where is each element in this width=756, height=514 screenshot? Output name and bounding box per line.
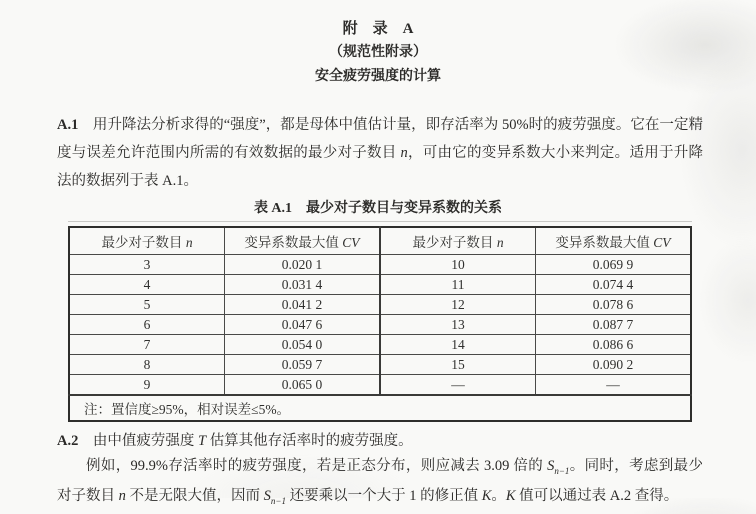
- table-cell: 5: [69, 295, 225, 315]
- table-cell: 9: [69, 375, 225, 396]
- appendix-title: 附 录 A: [342, 21, 414, 37]
- table-cell: 0.087 7: [536, 315, 692, 335]
- table-cell: 0.069 9: [536, 255, 692, 275]
- table-cell: 15: [380, 355, 536, 375]
- table-cell: 0.059 7: [225, 355, 381, 375]
- table-cell: 10: [380, 255, 536, 275]
- header-cell-cv-right: 变异系数最大值 CV: [536, 227, 692, 255]
- table-cell: 12: [380, 295, 536, 315]
- table-cell: —: [536, 375, 692, 396]
- table-row: [69, 355, 691, 375]
- table-row: [69, 335, 691, 355]
- table-cell: 11: [380, 275, 536, 295]
- table-cell: 0.054 0: [225, 335, 381, 355]
- paragraph-a1: A.1 用升降法分析求得的“强度”，都是母体中值估计量，即存活率为 50%时的疲劳强度。它在一定精度与误差允许范围内所需的有效数据的最少对子数目 n，可由它的变异系数大小来判定。适用于升降法的数据列于表 A.1。: [57, 117, 704, 189]
- paragraph-a2-intro: A.2 由中值疲劳强度 T 估算其他存活率时的疲劳强度。: [57, 433, 413, 449]
- table-body: [69, 255, 691, 396]
- table-row: [69, 295, 691, 315]
- table-row: [69, 255, 691, 275]
- table-cell: 8: [69, 355, 225, 375]
- table-cell: 14: [380, 335, 536, 355]
- table-row: [69, 315, 691, 335]
- header-cell-n-left: 最少对子数目 n: [69, 227, 225, 255]
- scan-ghost-line: [68, 221, 692, 222]
- appendix-subject: 安全疲劳强度的计算: [315, 69, 441, 84]
- table-cell: 0.074 4: [536, 275, 692, 295]
- table-header-row: [69, 227, 691, 255]
- table-row: [69, 275, 691, 295]
- table-cell: 7: [69, 335, 225, 355]
- paragraph-a2: [57, 429, 703, 514]
- table-cell: 4: [69, 275, 225, 295]
- table-cell: 13: [380, 315, 536, 335]
- table-header: [69, 227, 691, 255]
- table-cell: 3: [69, 255, 225, 275]
- header-cell-n-right: 最少对子数目 n: [380, 227, 536, 255]
- appendix-type: （规范性附录）: [329, 45, 427, 60]
- table-cell: —: [380, 375, 536, 396]
- table-row: [69, 375, 691, 396]
- table-cell: 0.086 6: [536, 335, 692, 355]
- table-cell: 6: [69, 315, 225, 335]
- table-cell: 0.065 0: [225, 375, 381, 396]
- table-a1: [68, 226, 692, 422]
- table-note: 注：置信度≥95%，相对误差≤5%。: [69, 395, 691, 421]
- header-cell-cv-left: 变异系数最大值 CV: [225, 227, 381, 255]
- document-header: [0, 17, 756, 89]
- table-cell: 0.041 2: [225, 295, 381, 315]
- table-caption: 表 A.1 最少对子数目与变异系数的关系: [253, 201, 503, 216]
- table-cell: 0.047 6: [225, 315, 381, 335]
- table-cell: 0.078 6: [536, 295, 692, 315]
- table-cell: 0.020 1: [225, 255, 381, 275]
- paragraph-a2-body: 例如，99.9%存活率时的疲劳强度，若是正态分布，则应减去 3.09 倍的 $S_{n-1}$。同时，考虑到最少对子数目 n 不是无限大值，因而 $S_{n-1}$ 还要乘以一个大于 1 的修正值 K。K 值可以通过表 A.2 查得。: [57, 458, 703, 506]
- table-cell: 0.090 2: [536, 355, 692, 375]
- table-cell: 0.031 4: [225, 275, 381, 295]
- table-note-row: [69, 395, 691, 421]
